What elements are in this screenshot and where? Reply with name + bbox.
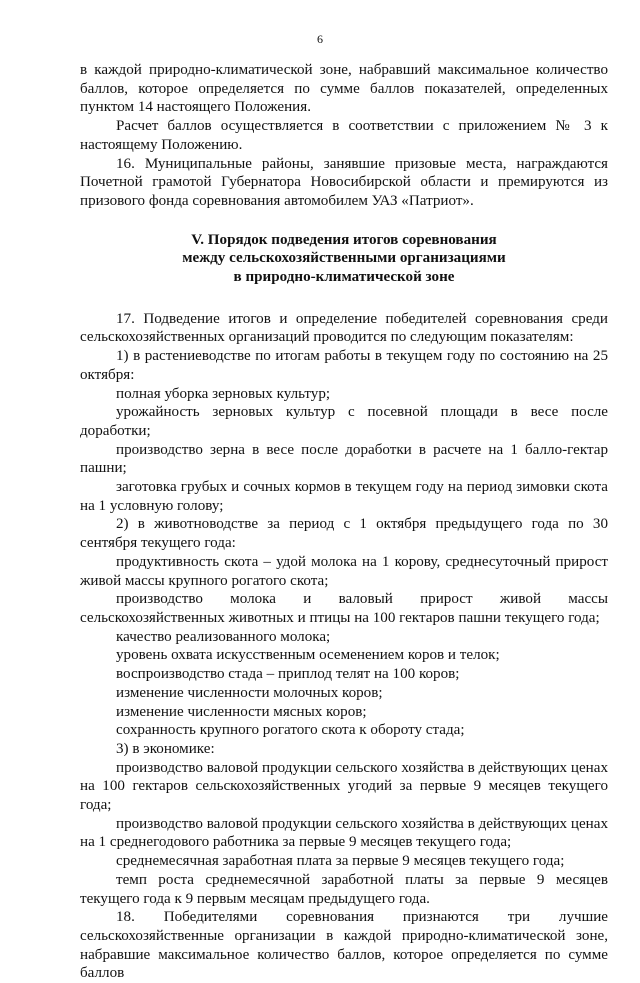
list-item: производство валовой продукции сельского хозяйства в действующих ценах на 1 среднегодового работника за первые 9 месяцев текущего года; (80, 815, 608, 851)
list-item: изменение численности молочных коров; (116, 684, 383, 701)
list-item: 3) в экономике: (116, 740, 215, 757)
list-item: заготовка грубых и сочных кормов в текущем году на период зимовки скота на 1 условную голову; (80, 479, 608, 514)
list-item: полная уборка зерновых культур; (116, 385, 331, 402)
section-heading (80, 231, 608, 287)
section-heading-line: в природно-климатической зоне (233, 269, 455, 286)
list-item: среднемесячная заработная плата за первые 9 месяцев текущего года; (116, 853, 565, 870)
list-item: качество реализованного молока; (116, 628, 331, 645)
list-item: изменение численности мясных коров; (116, 703, 367, 720)
list-item: сохранность крупного рогатого скота к обороту стада; (116, 722, 465, 739)
paragraph-16: 16. Муниципальные районы, занявшие призовые места, награждаются Почетной грамотой Губернатора Новосибирской области и премируются из призового фонда соревнования автомобилем УАЗ «Патриот». (80, 155, 608, 209)
list-item: производство валовой продукции сельского хозяйства в действующих ценах на 100 гектаров сельскохозяйственных угодий за первые 9 месяцев текущего года; (80, 759, 608, 814)
paragraph-17: 17. Подведение итогов и определение победителей соревнования среди сельскохозяйственных организаций проводится по следующим показателям: (80, 310, 608, 346)
list-item: воспроизводство стада – приплод телят на 100 коров; (116, 666, 460, 683)
list-item: урожайность зерновых культур с посевной площади в весе после доработки; (80, 404, 608, 439)
section-heading-line: между сельскохозяйственными организациями (182, 250, 506, 267)
paragraph-18: 18. Победителями соревнования признаются три лучшие сельскохозяйственные организации в каждой природно-климатической зоне, набравшие максимальное количество баллов, которое определяется по сумме баллов (80, 909, 608, 982)
document-body (80, 61, 608, 983)
section-heading-line: V. Порядок подведения итогов соревнования (191, 231, 497, 248)
list-item: темп роста среднемесячной заработной платы за первые 9 месяцев текущего года к 9 первым месяцам предыдущего года. (80, 871, 608, 907)
list-item: производство зерна в весе после доработки в расчете на 1 балло-гектар пашни; (80, 441, 608, 477)
page-number: 6 (317, 32, 323, 46)
list-item: уровень охвата искусственным осеменением коров и телок; (116, 647, 500, 664)
list-item: 1) в растениеводстве по итогам работы в текущем году по состоянию на 25 октября: (80, 348, 608, 383)
paragraph-continuation: в каждой природно-климатической зоне, набравший максимальное количество баллов, которое определяется по сумме баллов показателей, определенных пунктом 14 настоящего Положения. (80, 62, 608, 116)
paragraph-calculation: Расчет баллов осуществляется в соответствии с приложением № 3 к настоящему Положению. (80, 118, 608, 153)
list-item: производство молока и валовый прирост живой массы сельскохозяйственных животных и птицы на 100 гектаров пашни текущего года; (80, 591, 608, 626)
list-item: продуктивность скота – удой молока на 1 корову, среднесуточный прирост живой массы крупного рогатого скота; (80, 553, 608, 589)
list-item: 2) в животноводстве за период с 1 октября предыдущего года по 30 сентября текущего года: (80, 516, 608, 552)
